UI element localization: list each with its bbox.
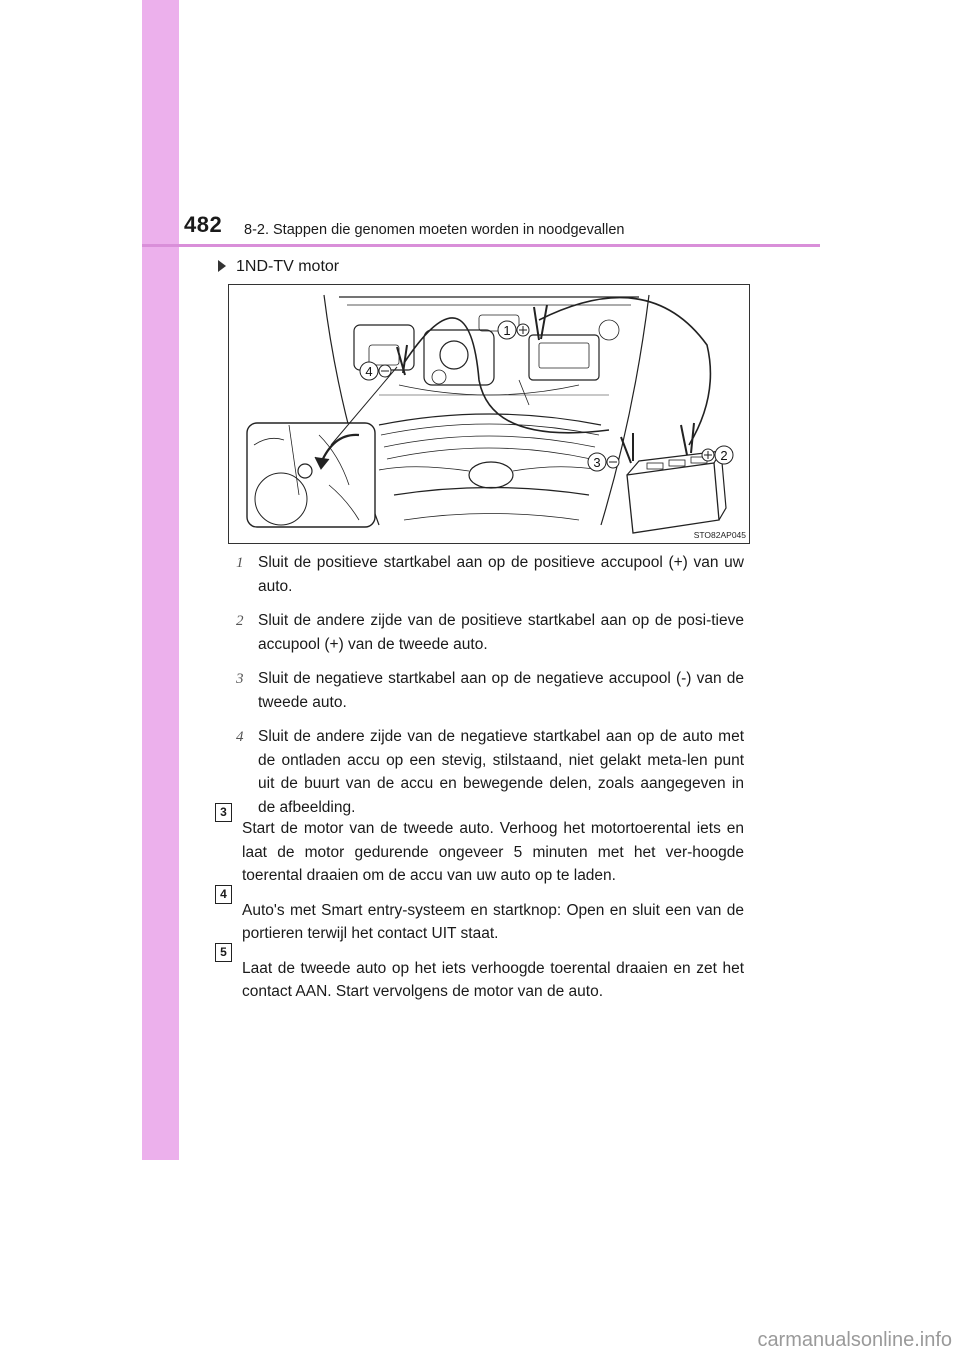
step-number: 4 — [236, 729, 244, 745]
callout-4: 4 — [365, 364, 373, 379]
step-text: Sluit de andere zijde van de positieve startkabel aan op de posi-tieve accupool (+) van de tweede auto. — [258, 612, 744, 653]
callout-1: 1 — [503, 323, 511, 338]
figure-code: STO82AP045 — [693, 530, 746, 540]
procedure-steps — [220, 805, 744, 1015]
step-number: 3 — [236, 671, 244, 687]
connection-steps — [236, 551, 744, 830]
callout-3: 3 — [593, 455, 601, 470]
callout-2: 2 — [720, 448, 728, 463]
step-item — [236, 551, 744, 598]
triangle-bullet-icon — [218, 260, 226, 272]
procedure-step — [220, 944, 744, 1004]
step-item — [236, 725, 744, 819]
page-number: 482 — [184, 212, 223, 237]
procedure-step — [220, 805, 744, 888]
step-item — [236, 609, 744, 656]
procedure-text: Laat de tweede auto op het iets verhoogde toerental draaien en zet het contact AAN. Start vervolgens de motor van de auto. — [242, 959, 744, 1000]
subheading — [218, 258, 339, 276]
jump-start-illustration — [228, 284, 750, 544]
step-badge: 3 — [215, 803, 232, 822]
section-title: 8-2. Stappen die genomen moeten worden in noodgevallen — [244, 222, 625, 238]
step-badge: 5 — [215, 943, 232, 962]
step-item — [236, 667, 744, 714]
sidebar-tab — [142, 0, 179, 1160]
engine-bay-drawing — [229, 285, 749, 543]
step-number: 2 — [236, 613, 244, 629]
step-text: Sluit de positieve startkabel aan op de positieve accupool (+) van uw auto. — [258, 554, 744, 595]
step-text: Sluit de negatieve startkabel aan op de negatieve accupool (-) van de tweede auto. — [258, 670, 744, 711]
step-text: Sluit de andere zijde van de negatieve startkabel aan op de auto met de ontladen accu op een stevig, stilstaand, niet gelakt meta-len punt uit de buurt van de accu en bewegende delen, zoals aangegeven in de afbeelding. — [258, 728, 744, 816]
step-badge: 4 — [215, 885, 232, 904]
procedure-step — [220, 886, 744, 946]
header-rule — [142, 244, 820, 247]
procedure-text: Auto's met Smart entry-systeem en startknop: Open en sluit een van de portieren terwijl het contact UIT staat. — [242, 901, 744, 942]
subheading-text: 1ND-TV motor — [236, 258, 340, 275]
procedure-text: Start de motor van de tweede auto. Verhoog het motortoerental iets en laat de motor gedurende ongeveer 5 minuten met het ver-hoogde toerental draaien om de accu van uw auto op te laden. — [242, 820, 744, 884]
watermark: carmanualsonline.info — [757, 1329, 952, 1351]
step-number: 1 — [236, 555, 244, 571]
